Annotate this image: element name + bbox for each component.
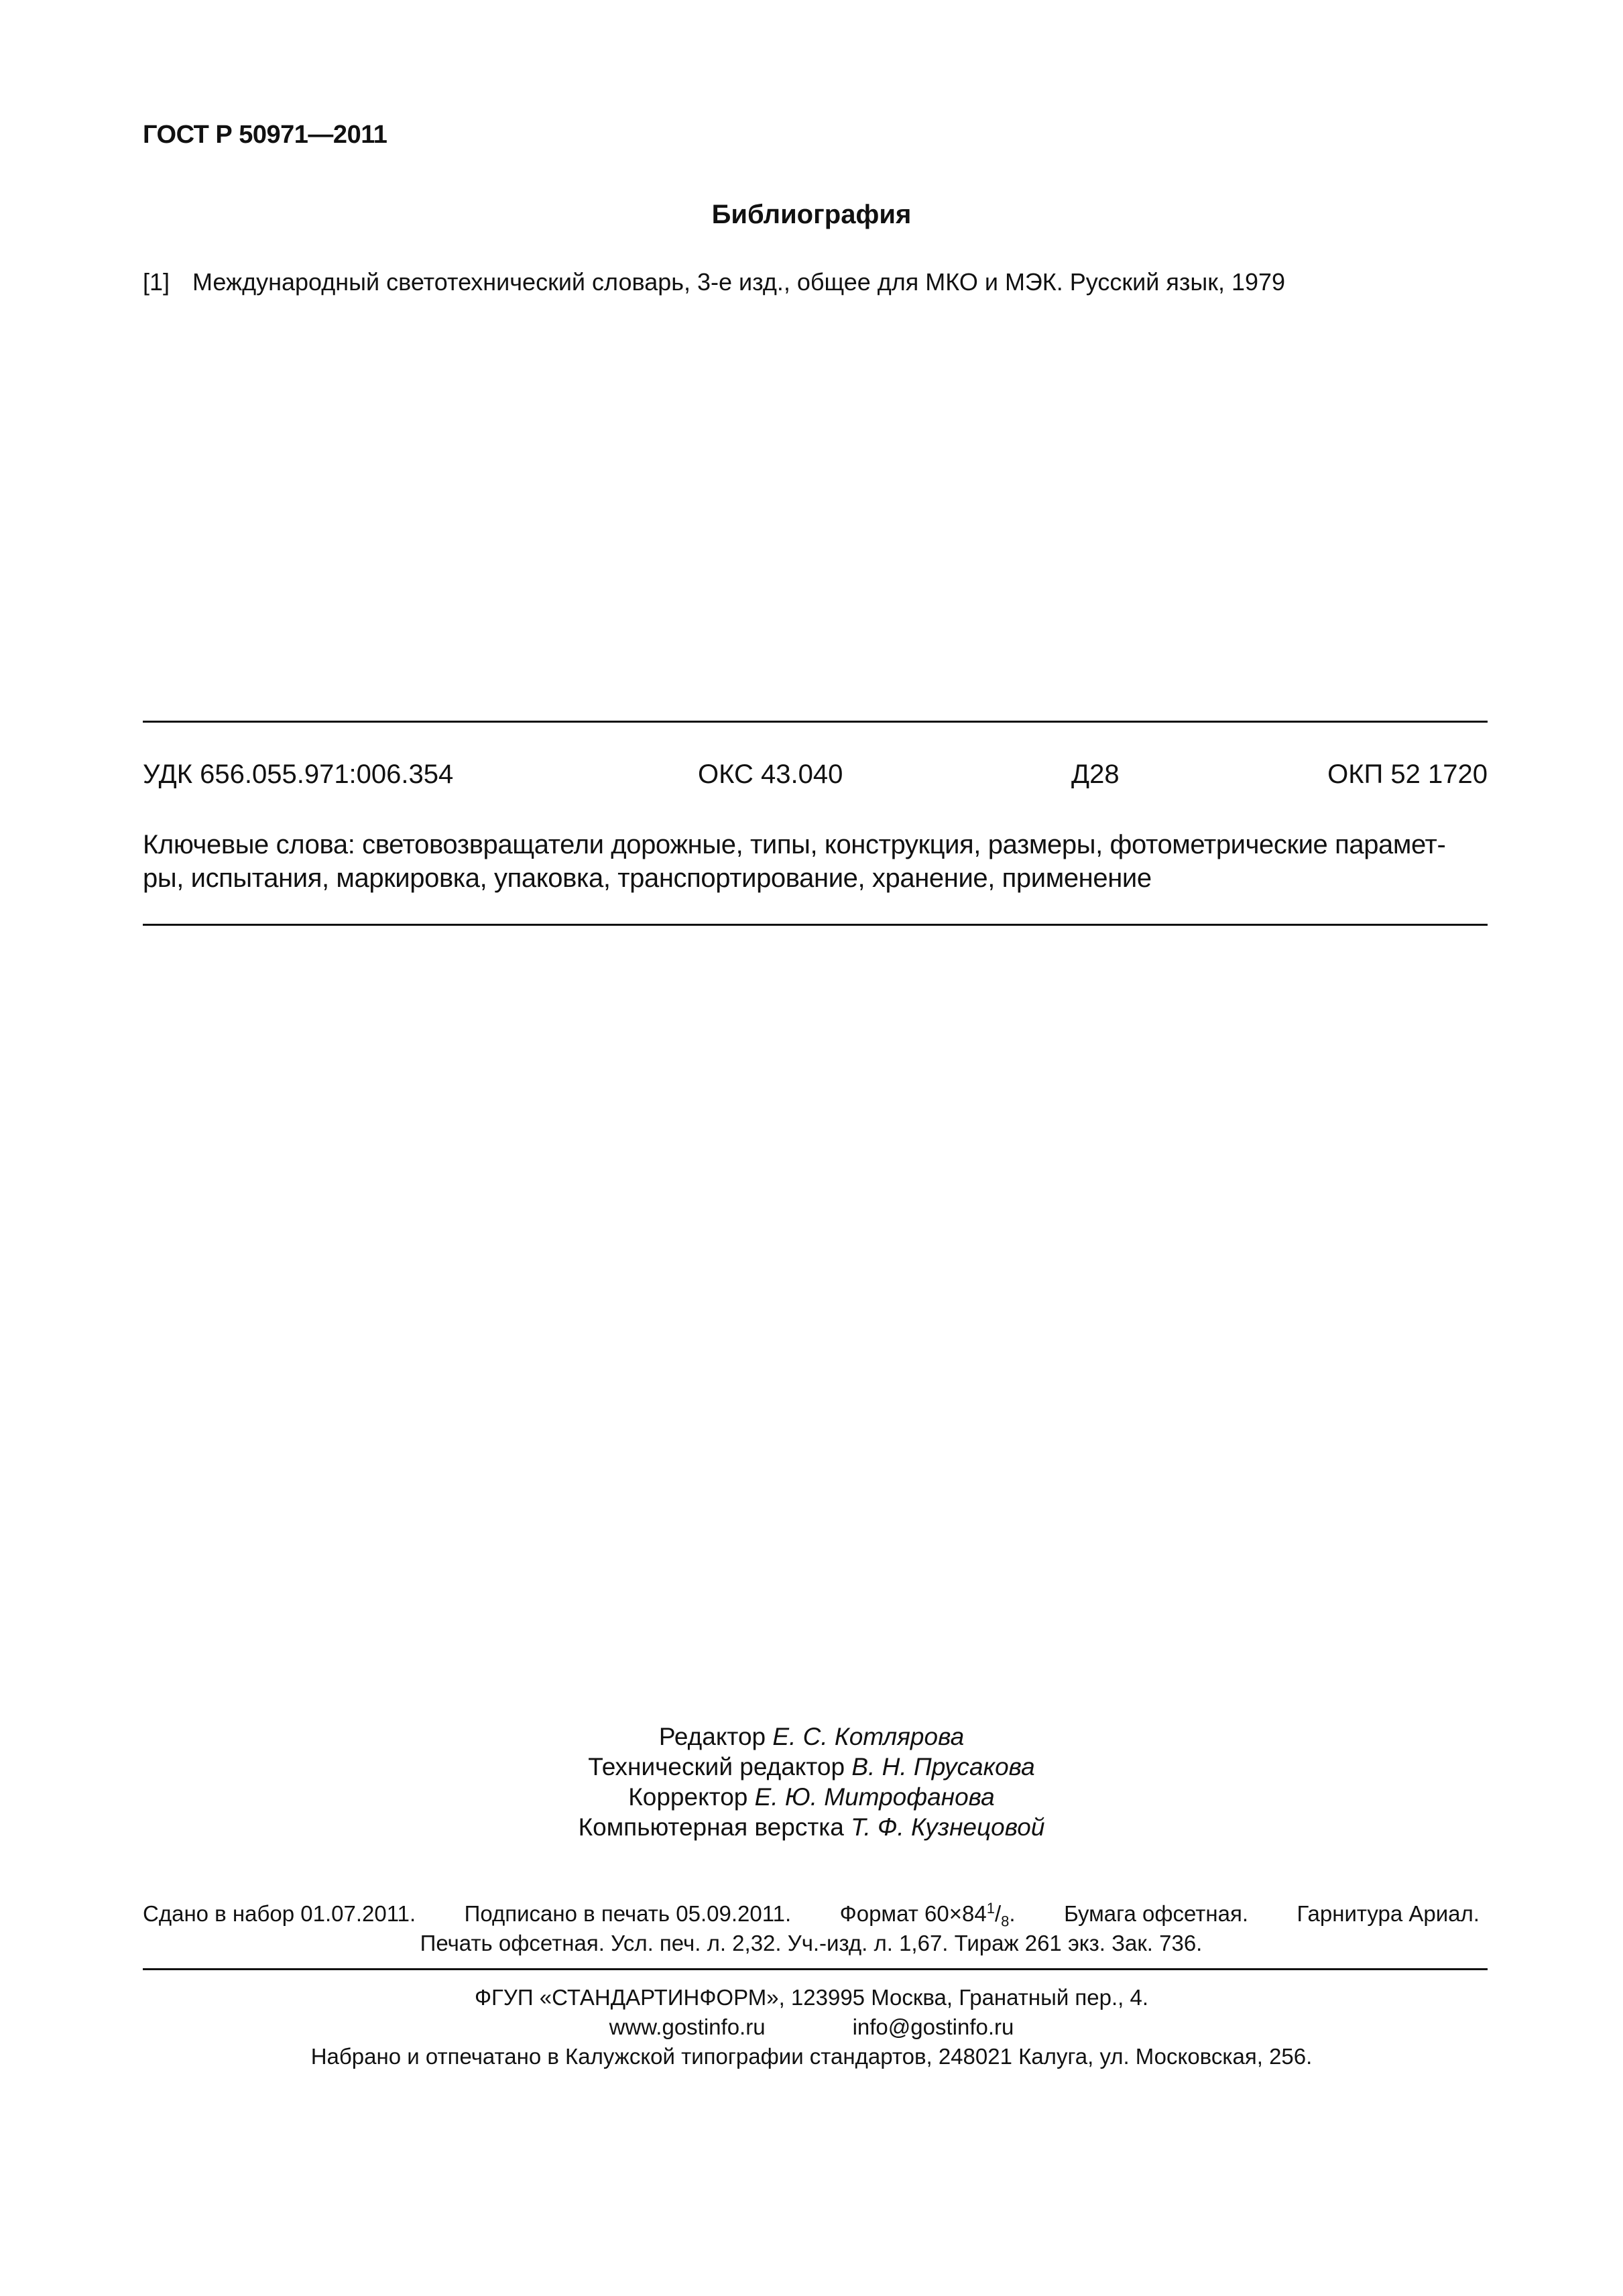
okp-code: ОКП 52 1720 (1327, 760, 1488, 789)
publisher-contacts (0, 2012, 1623, 2042)
keywords-line-2: ры, испытания, маркировка, упаковка, транспортирование, хранение, применение (143, 863, 1152, 893)
bibliography-title: Библиография (711, 200, 912, 229)
divider-top (143, 721, 1488, 723)
printing-house: Набрано и отпечатано в Калужской типографии стандартов, 248021 Калуга, ул. Московская, 256. (310, 2044, 1313, 2069)
credit-name: В. Н. Прусакова (851, 1753, 1035, 1780)
credit-name: Т. Ф. Кузнецовой (851, 1813, 1045, 1841)
print-info-line-2: Печать офсетная. Усл. печ. л. 2,32. Уч.-изд. л. 1,67. Тираж 261 экз. Зак. 736. (420, 1931, 1203, 1955)
bibliography-item-text: Международный светотехнический словарь, 3-е изд., общее для МКО и МЭК. Русский язык, 1979 (192, 268, 1286, 296)
bibliography-item (143, 268, 1285, 296)
paper-info: Бумага офсетная. (1064, 1901, 1248, 1926)
document-number: ГОСТ Р 50971—2011 (143, 121, 387, 149)
udk-code: УДК 656.055.971:006.354 (143, 760, 454, 789)
group-code: Д28 (1071, 760, 1120, 789)
credit-name: Е. Ю. Митрофанова (754, 1783, 995, 1811)
format-numerator: 1 (986, 1900, 995, 1917)
credit-role: Компьютерная верстка (578, 1813, 844, 1841)
credit-role: Редактор (658, 1723, 766, 1750)
bibliography-item-number: [1] (143, 268, 170, 296)
credit-layout (0, 1812, 1623, 1842)
publisher-block (0, 1983, 1623, 2071)
divider-bottom (143, 1968, 1488, 1970)
format-info: Формат $60\times 84^1/_8$. (839, 1900, 1016, 1930)
format-denominator: 8 (1001, 1913, 1010, 1930)
credit-role: Технический редактор (588, 1753, 845, 1780)
format-label: Формат 60×84 (839, 1901, 987, 1926)
keywords (143, 828, 1488, 895)
font-info: Гарнитура Ариал. (1297, 1901, 1480, 1926)
credit-proofreader (0, 1782, 1623, 1812)
credit-name: Е. С. Котлярова (772, 1723, 965, 1750)
credit-editor (0, 1721, 1623, 1752)
divider-middle (143, 924, 1488, 926)
submitted-date: Сдано в набор 01.07.2011. (143, 1901, 416, 1926)
credit-tech-editor (0, 1752, 1623, 1782)
publisher-website-link[interactable]: www.gostinfo.ru (609, 2014, 766, 2039)
signed-date: Подписано в печать 05.09.2011. (464, 1901, 792, 1926)
credit-role: Корректор (628, 1783, 748, 1811)
publisher-email-link[interactable]: info@gostinfo.ru (852, 2014, 1014, 2039)
publisher-address: ФГУП «СТАНДАРТИНФОРМ», 123995 Москва, Гранатный пер., 4. (474, 1985, 1149, 2010)
oks-code: ОКС 43.040 (698, 760, 843, 789)
keywords-line-1: Ключевые слова: световозвращатели дорожные, типы, конструкция, размеры, фотометрические парамет- (143, 830, 1446, 859)
print-info (143, 1899, 1480, 1958)
print-info-line-1 (143, 1899, 1480, 1929)
credits-block (0, 1721, 1623, 1842)
